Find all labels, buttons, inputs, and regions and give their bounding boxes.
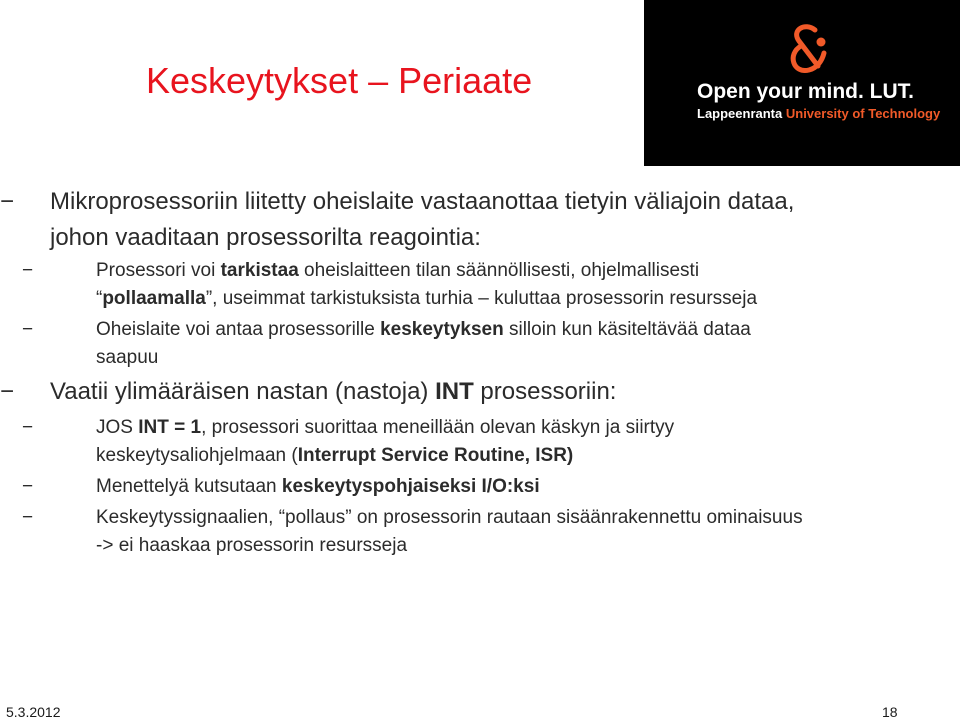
bullet-dash: − <box>22 260 34 281</box>
ampersand-logo-icon <box>785 24 831 76</box>
bullet-2-1-line-2: keskeytysaliohjelmaan (Interrupt Service Routine, ISR) <box>96 445 574 466</box>
page-title: Keskeytykset – Periaate <box>146 60 533 101</box>
bullet-dash: − <box>22 476 34 497</box>
bullet-1-line-1: Mikroprosessoriin liitetty oheislaite vastaanottaa tietyin väliajoin dataa, <box>50 188 795 215</box>
bullet-1-line-2: johon vaaditaan prosessorilta reagointia: <box>50 224 481 251</box>
bullet-2-3-line-1: Keskeytyssignaalien, “pollaus” on prosessorin rautaan sisäänrakennettu ominaisuus <box>96 507 803 528</box>
slide-date: 5.3.2012 <box>6 704 61 720</box>
bullet-1-1-line-2: “pollaamalla”, useimmat tarkistuksista turhia – kuluttaa prosessorin resursseja <box>96 288 758 309</box>
logo-slogan: Open your mind. LUT. <box>697 80 915 103</box>
logo-university-name: Lappeenranta University of Technology <box>697 106 941 121</box>
bullet-1-2-line-2: saapuu <box>96 347 159 368</box>
bullet-dash: − <box>22 507 34 528</box>
lut-logo <box>644 0 960 166</box>
bullet-1-1-line-1: Prosessori voi tarkistaa oheislaitteen tilan säännöllisesti, ohjelmallisesti <box>96 260 700 281</box>
bullet-2-1-line-1: JOS INT = 1, prosessori suorittaa meneillään olevan käskyn ja siirtyy <box>96 417 675 438</box>
bullet-1-2-line-1: Oheislaite voi antaa prosessorille keskeytyksen silloin kun käsiteltävää dataa <box>96 319 751 340</box>
page-number: 18 <box>882 704 898 720</box>
bullet-2-line-1: Vaatii ylimääräisen nastan (nastoja) INT prosessoriin: <box>50 378 617 405</box>
bullet-dash: − <box>0 378 15 405</box>
bullet-dash: − <box>0 188 15 215</box>
bullet-dash: − <box>22 319 34 340</box>
bullet-2-3-line-2: -> ei haaskaa prosessorin resursseja <box>96 535 408 556</box>
bullet-dash: − <box>22 417 34 438</box>
bullet-2-2-line-1: Menettelyä kutsutaan keskeytyspohjaiseksi I/O:ksi <box>96 476 540 497</box>
